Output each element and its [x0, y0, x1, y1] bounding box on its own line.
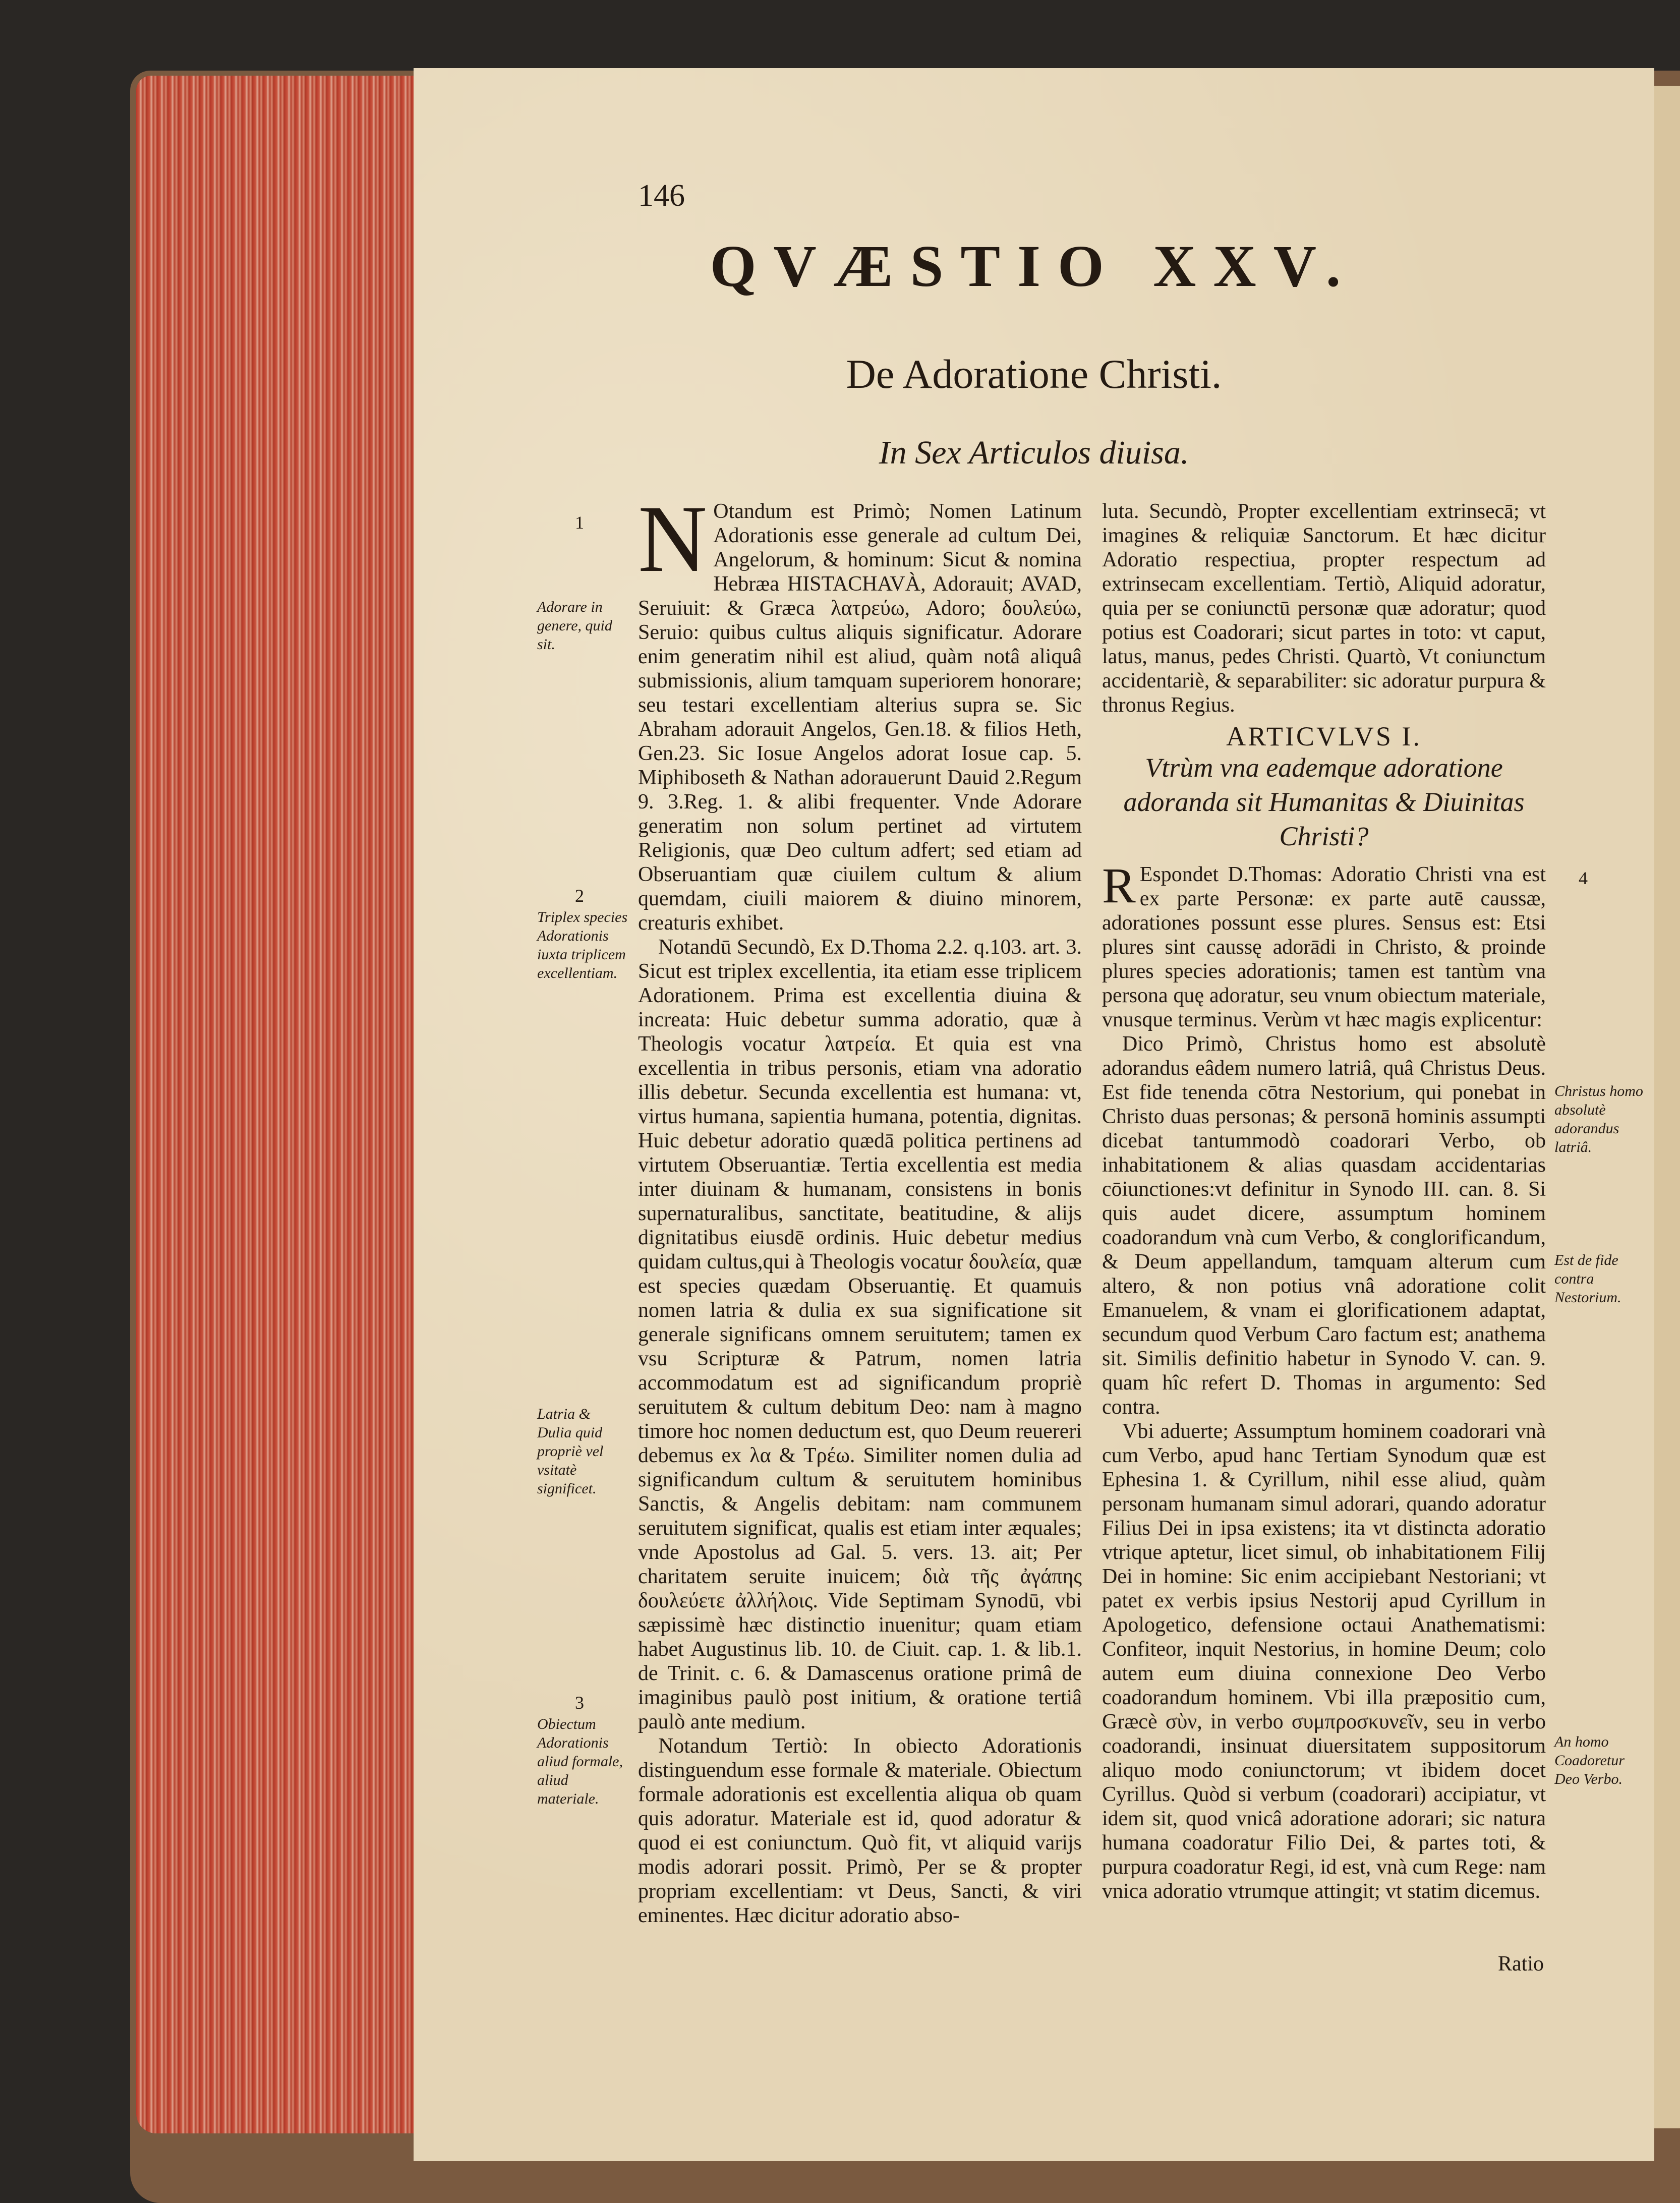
margin-number-1: 1: [575, 512, 584, 533]
article-question: Vtrùm vna eademque adoratione adoranda sit Humanitas & Diuinitas Christi?: [1123, 752, 1525, 851]
paragraph-notandum-primo: N Otandum est Primò; Nomen Latinum Adorationis esse generale ad cultum Dei, Angelorum, & hominum: Sicut & nomina Hebræa HISTACHAVÀ, Adorauit; AVAD, Seruiuit: & Græca λατρεύω, Adoro; δουλεύω, Seruio: quibus cultus aliquis significatur. Adorare enim generatim nihil est aliud, quàm notâ aliquâ submissionis, alium tamquam superiorem honorare; seu testari excellentiam alterius supra se. Sic Abraham adorauit Angelos, Gen.18. & filios Heth, Gen.23. Sic Iosue Angelos adorat Iosue cap. 5. Miphiboseth & Nathan adorauerunt Dauid 2.Regum 9. 3.Reg. 1. & alibi frequenter. Vnde Adorare generatim non solum pertinet ad virtutem Religionis, quæ Deo cultum adfert; sed etiam ad Obseruantiam quæ ciuilem cultum & alium quemdam, ciuili maiorem & diuino minorem, creaturis exhibet.: [638, 486, 1082, 935]
paragraph-vbi-aduerte: Vbi aduerte; Assumptum hominem coadorari vnà cum Verbo, apud hanc Tertiam Synodum quæ est Ephesina 1. & Cyrillum, nihil esse aliud, quàm personam humanam simul adorari, quando adoratur Filius Dei in ipsa existens; ita vt distincta adoratio vtrique aptetur, licet simul, ob inhabitationem Filij Dei in homine: Sic enim accipiebant Nestoriani; vt patet ex verbis ipsius Nestorij apud Cyrillum in Apologetico, defensione octaui Anathematismi: Confiteor, inquit Nestorius, in homine Deum; colo autem eum diuina connexione Deo Verbo coadorandum hominem. Vbi illa præpositio cum, Græcè σὺν, in verbo συμπροσκυνεῖν, seu in verbo coadorandi, insinuat diuersitatem suppositorum aliquo modo coniunctorum; vt ibidem docet Cyrillus. Quòd si verbum (coadorari) accipiatur, vt idem sit, quod vnicâ adoratione adorari; sic natura humana coadoratur Filio Dei, & partes toti, & purpura coadoratur Regi, id est, vnà cum Rege: nam vnica adoratio vtrumque attingit; vt statim dicemus.: [1102, 1420, 1546, 1903]
catchword: Ratio: [1498, 1952, 1544, 1976]
margin-note-christus: Christus homo absolutè adorandus latriâ.: [1554, 1083, 1643, 1155]
margin-note-latria: Latria & Dulia quid propriè vel vsitatè significet.: [537, 1406, 604, 1497]
question-subtitle: De Adoratione Christi.: [846, 351, 1222, 397]
division-note: In Sex Articulos diuisa.: [879, 434, 1189, 471]
book-page: [414, 68, 1654, 2161]
paragraph-notandum-tertio: Notandum Tertiò: In obiecto Adorationis distinguendum esse formale & materiale. Obiectum formale adorationis est excellentia aliqua ob quam quis adoratur. Materiale est id, quod adoratur & quod ei est coniunctum. Quò fit, vt aliquid varijs modis adorari possit. Primò, Per se & propter propriam excellentiam: vt Deus, Sancti, & viri eminentes. Hæc dicitur adoratio abso-: [638, 1734, 1082, 1927]
left-text-column: [638, 486, 1082, 1928]
drop-cap-r: R: [1102, 857, 1136, 913]
margin-number-2: 2: [575, 886, 584, 906]
paragraph-dico-primo: Dico Primò, Christus homo est absolutè adorandus eâdem numero latriâ, quâ Christus Deus. Est fide tenenda cōtra Nestorium, qui ponebat in Christo duas personas; & personā hominis assumpti dicebat tantummodò coadorari Verbo, ob inhabitationem & alias quasdam accidentarias cōiunctiones:vt definitur in Synodo III. can. 8. Si quis audet dicere, assumptum hominem coadorandum vnà cum Verbo, & conglorificandum, & Deum appellandum, tamquam alterum cum altero, & non potius vnâ adoratione colit Emanuelem, & vnam ei glorificationem adaptat, secundum quod Verbum Caro factum est; anathema sit. Similis definitio habetur in Synodo V. can. 9. quam hîc refert D. Thomas in argumento: Sed contra.: [1102, 1032, 1546, 1419]
margin-note-adorare: Adorare in genere, quid sit.: [537, 599, 612, 653]
margin-note-obiectum: Obiectum Adorationis aliud formale, aliud materiale.: [537, 1716, 623, 1807]
margin-number-4: 4: [1579, 868, 1588, 888]
page-number: 146: [638, 179, 685, 213]
question-title: QVÆSTIO XXV.: [710, 233, 1358, 299]
margin-note-triplex: Triplex species Adorationis iuxta triplicem excellentiam.: [537, 909, 628, 981]
margin-number-3: 3: [575, 1693, 584, 1713]
drop-cap-n: N: [638, 486, 708, 592]
paragraph-continuation: luta. Secundò, Propter excellentiam extrinsecā; vt imagines & reliquiæ Sanctorum. Et hæc dicitur Adoratio respectiua, propter respectum ad extrinsecam excellentiam. Tertiò, Aliquid adoratur, quia per se coniunctū personæ quæ adoratur; quod potius est Coadorari; sicut partes in toto: vt caput, latus, manus, pedes Christi. Quartò, Vt coniunctum accidentariè, & separabiliter: sic adoratur purpura & thronus Regius.: [1102, 500, 1546, 717]
article-heading: ARTICVLVS I.: [1226, 721, 1422, 751]
margin-note-an-homo: An homo Coadoretur Deo Verbo.: [1554, 1733, 1625, 1787]
paragraph-notandum-secundo: Notandū Secundò, Ex D.Thoma 2.2. q.103. art. 3. Sicut est triplex excellentia, ita etiam esse triplicem Adorationem. Prima est excellentia diuina & increata: Huic debetur summa adoratio, quæ à Theologis vocatur λατρεία. Et quia est vna excellentia in tribus personis, etiam vna adoratio illis debetur. Secunda excellentia est humana: vt, virtus humana, sapientia humana, potentia, dignitas. Huic debetur adoratio quædā politica pertinens ad virtutem Obseruantiæ. Tertia excellentia est media inter diuinam & humanam, consistens in bonis supernaturalibus, sanctitate, beatitudine, & alijs dignitatibus eiusdē ordinis. Huic debetur medius quidam cultus,qui à Theologis vocatur δουλεία, quæ est species quædam Obseruantię. Et quamuis nomen latria & dulia ex sua significatione sit generale significans omnem seruitutem; tamen ex vsu Scripturæ & Patrum, nomen latria accommodatum est ad significandum propriè seruitutem & cultum debitum Deo: nam à magno timore hoc nomen deductum est, quo Deum reuereri debemus ex λα & Τρέω. Similiter nomen dulia ad significandum cultum & seruitutem hominibus Sanctis, & Angelis debitam: nam communem seruitutem significat, qualis est etiam inter æquales; vnde Apostolus ad Gal. 5. vers. 13. ait; Per charitatem seruite inuicem; διὰ τῆς ἀγάπης δουλεύετε ἀλλήλοις. Vide Septimam Synodū, vbi sæpissimè hæc distinctio inuenitur; quam etiam habet Augustinus lib. 10. de Ciuit. cap. 1. & lib.1. de Trinit. c. 6. & Damascenus oratione primâ de imaginibus paulò post initium, & oratione tertiâ paulò ante medium.: [638, 936, 1082, 1733]
right-text-column: [1102, 499, 1546, 1903]
page-edges: [136, 76, 419, 2133]
margin-note-de-fide: Est de fide contra Nestorium.: [1554, 1252, 1621, 1306]
paragraph-respondet: R Espondet D.Thomas: Adoratio Christi vna est ex parte Personæ: ex parte autē caussæ, adorationes possunt esse plures. Sensus est: Etsi plures sint caussę adorādi in Christo, & proinde plures species adorationis; tamen est tantùm vna persona quę adoratur, seu vnum obiectum materiale, vnusque terminus. Verùm vt hæc magis explicentur:: [1102, 857, 1546, 1031]
